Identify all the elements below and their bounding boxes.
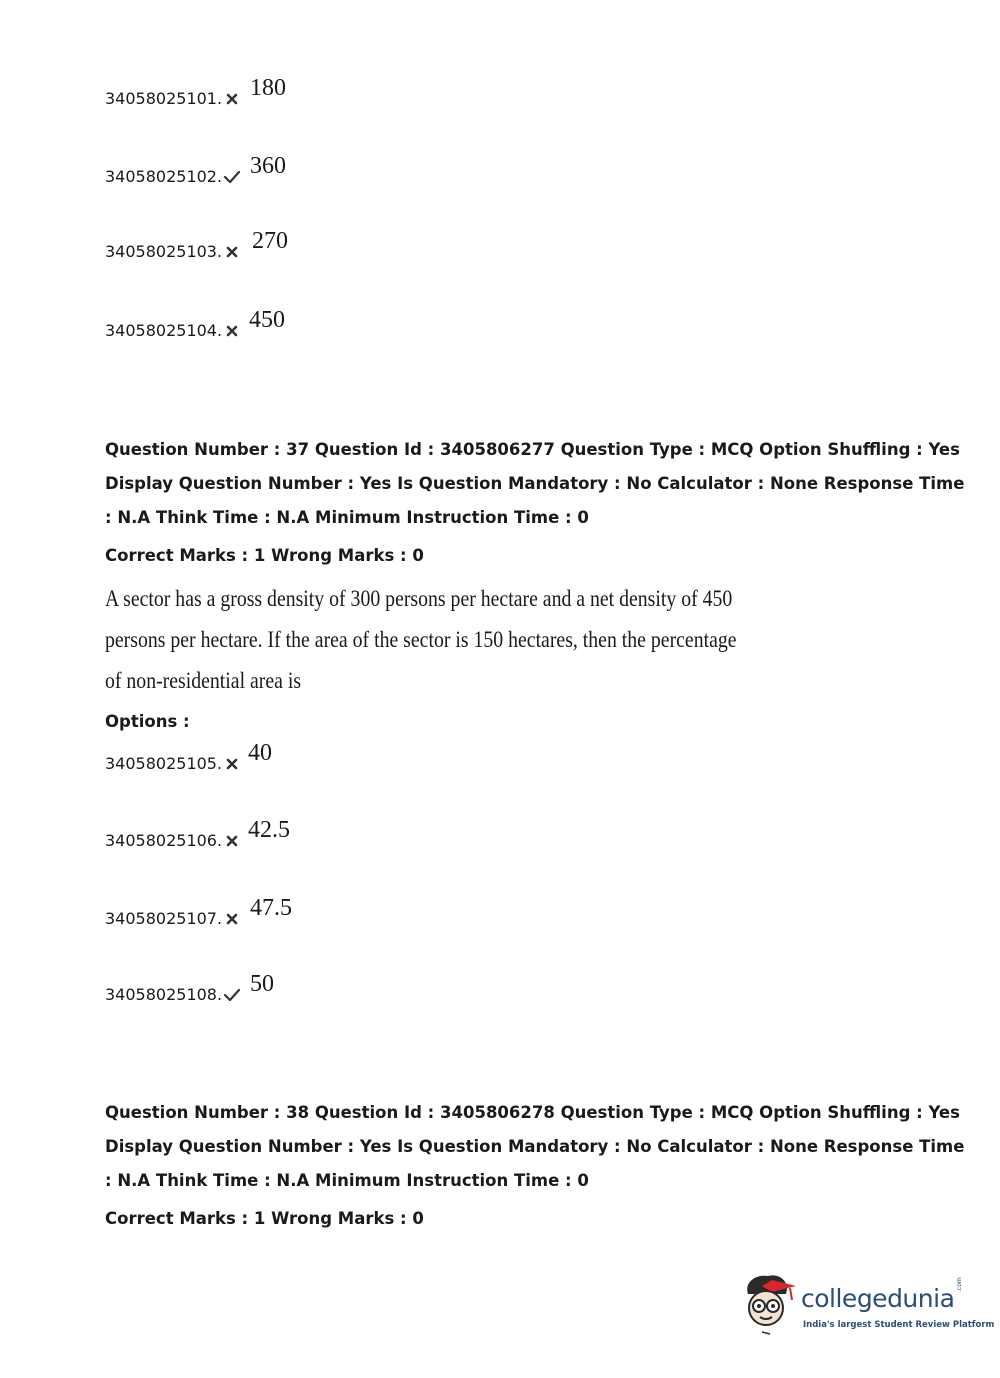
check-icon	[223, 988, 241, 1002]
option-id: 34058025101.	[105, 89, 223, 108]
brand-tagline: India's largest Student Review Platform	[803, 1320, 995, 1330]
option-row	[105, 300, 365, 340]
question-text-line: of non-residential area is	[105, 668, 302, 693]
option-row	[105, 221, 365, 261]
question-38-metadata	[105, 1096, 965, 1198]
cross-icon	[225, 912, 239, 926]
question-38-marks: Correct Marks : 1 Wrong Marks : 0	[105, 1209, 424, 1228]
cross-icon	[225, 757, 239, 771]
option-row	[105, 733, 365, 773]
option-value: 450	[249, 307, 285, 333]
option-row	[105, 888, 365, 928]
option-row	[105, 146, 365, 186]
metadata-line: : N.A Think Time : N.A Minimum Instruction Time : 0	[105, 1171, 589, 1190]
metadata-line: : N.A Think Time : N.A Minimum Instruction Time : 0	[105, 508, 589, 527]
option-value: 42.5	[248, 817, 290, 843]
mascot-icon	[740, 1272, 798, 1338]
option-value: 180	[250, 75, 286, 101]
option-id: 34058025108.	[105, 985, 223, 1004]
cross-icon	[225, 245, 239, 259]
metadata-line: Question Number : 37 Question Id : 3405806277 Question Type : MCQ Option Shuffling : Yes	[105, 440, 960, 459]
cross-icon	[225, 92, 239, 106]
brand-suffix: .com	[956, 1277, 963, 1292]
cross-icon	[225, 324, 239, 338]
option-row	[105, 964, 365, 1004]
option-value: 50	[250, 971, 274, 997]
question-text-line: A sector has a gross density of 300 persons per hectare and a net density of 450	[105, 586, 733, 611]
metadata-line: Display Question Number : Yes Is Question Mandatory : No Calculator : None Response Time	[105, 474, 965, 493]
options-label: Options :	[105, 712, 190, 731]
metadata-line: Question Number : 38 Question Id : 3405806278 Question Type : MCQ Option Shuffling : Yes	[105, 1103, 960, 1122]
brand-name: collegedunia	[801, 1284, 955, 1313]
question-37-text	[105, 578, 737, 701]
option-row	[105, 810, 365, 850]
option-value: 40	[248, 740, 272, 766]
collegedunia-logo	[740, 1268, 995, 1340]
option-row	[105, 68, 365, 108]
question-37-marks: Correct Marks : 1 Wrong Marks : 0	[105, 546, 424, 565]
check-icon	[223, 170, 241, 184]
option-id: 34058025107.	[105, 909, 223, 928]
option-id: 34058025106.	[105, 831, 223, 850]
option-id: 34058025105.	[105, 754, 223, 773]
option-value: 47.5	[250, 895, 292, 921]
option-value: 270	[252, 228, 288, 254]
question-37-metadata	[105, 433, 965, 535]
option-id: 34058025104.	[105, 321, 223, 340]
option-value: 360	[250, 153, 286, 179]
option-id: 34058025103.	[105, 242, 223, 261]
cross-icon	[225, 834, 239, 848]
question-text-line: persons per hectare. If the area of the sector is 150 hectares, then the percentage	[105, 627, 737, 652]
metadata-line: Display Question Number : Yes Is Question Mandatory : No Calculator : None Response Time	[105, 1137, 965, 1156]
option-id: 34058025102.	[105, 167, 223, 186]
